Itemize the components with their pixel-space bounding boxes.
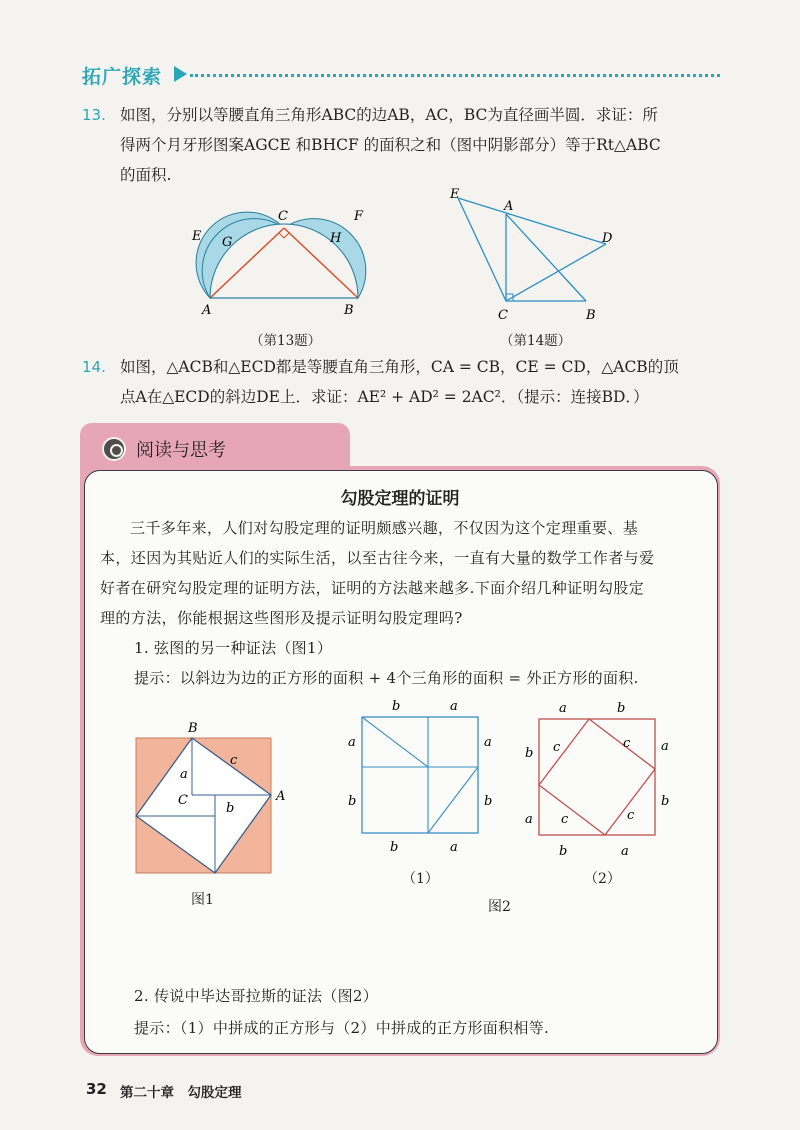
fig1-label-c: c <box>230 753 238 768</box>
fig1-label-a-vertex: A <box>276 789 286 804</box>
label-a: A <box>202 303 212 318</box>
problem-13 <box>82 100 722 192</box>
paragraph-line: 好者在研究勾股定理的证明方法，证明的方法越来越多.下面介绍几种证明勾股定 <box>100 579 645 597</box>
reading-paragraph <box>100 513 654 633</box>
label-c: C <box>278 209 288 224</box>
reading-icon <box>102 437 126 461</box>
paragraph-line: 三千多年来，人们对勾股定理的证明颇感兴趣，不仅因为这个定理重要、基 <box>130 519 639 537</box>
fig2-1-label: a <box>450 699 458 714</box>
fig1-label-b: b <box>226 801 235 816</box>
problem-line: 的面积. <box>120 166 172 184</box>
fig2-1-label: a <box>484 735 492 750</box>
section-arrow-icon <box>174 66 187 82</box>
label-b: B <box>344 303 354 318</box>
problem-line: 如图，△ACB和△ECD都是等腰直角三角形，CA = CB，CE = CD，△ACB的顶 <box>120 358 679 376</box>
tilted-square <box>539 719 655 835</box>
problem-number: 14. <box>82 358 106 376</box>
problem-number: 13. <box>82 106 106 124</box>
fig2-2-label: b <box>661 794 670 809</box>
fig2-2-label-c: c <box>553 740 561 755</box>
paragraph-line: 本，还因为其贴近人们的实际生活，以至古往今来，一直有大量的数学工作者与爱 <box>100 549 655 567</box>
fig2-2-label: b <box>525 746 534 761</box>
fig2-2-label: b <box>559 844 568 859</box>
label-d14: D <box>602 231 613 246</box>
fig2-2-label-c: c <box>627 808 635 823</box>
figure-2-caption: 图2 <box>488 899 511 915</box>
fig2-2-label-c: c <box>561 812 569 827</box>
section-header <box>82 62 722 88</box>
label-f: F <box>354 209 364 224</box>
figure-13-caption: （第13题） <box>250 333 322 349</box>
figure-2-1 <box>340 695 500 860</box>
fig2-1-label: b <box>392 699 401 714</box>
fig2-2-label: a <box>525 812 533 827</box>
reading-tab-title: 阅读与思考 <box>136 440 226 461</box>
item-2-hint: 提示：（1）中拼成的正方形与（2）中拼成的正方形面积相等. <box>134 1019 550 1037</box>
problem-text <box>120 100 661 190</box>
label-b14: B <box>586 308 596 323</box>
fig2-1-label: a <box>450 840 458 855</box>
fig2-2-label: a <box>621 844 629 859</box>
fig2-1-label: b <box>484 794 493 809</box>
fig2-2-label-c: c <box>623 736 631 751</box>
problem-14 <box>82 352 722 414</box>
paragraph-line: 理的方法，你能根据这些图形及提示证明勾股定理吗? <box>100 609 463 627</box>
fig2-1-label: b <box>348 794 357 809</box>
section-title: 拓广探索 <box>82 66 163 88</box>
fig1-label-c-vertex: C <box>178 793 188 808</box>
fig2-2-label: a <box>661 739 669 754</box>
problem-line: 如图，分别以等腰直角三角形ABC的边AB，AC，BC为直径画半圆．求证：所 <box>120 106 658 124</box>
segment-ed <box>458 198 606 244</box>
label-h: H <box>330 231 342 246</box>
fig1-label-b-vertex: B <box>188 721 198 736</box>
item-2-title: 2. 传说中毕达哥拉斯的证法（图2） <box>134 987 379 1005</box>
label-c14: C <box>498 308 508 323</box>
section-divider <box>190 74 720 77</box>
segment-ab14 <box>506 214 586 301</box>
label-e: E <box>192 229 202 244</box>
figure-2-2 <box>515 695 685 860</box>
square-2-2 <box>539 719 655 835</box>
fig2-2-label: b <box>617 701 626 716</box>
item-1-hint: 提示：以斜边为边的正方形的面积 + 4个三角形的面积 = 外正方形的面积. <box>134 669 639 687</box>
segment-cd <box>506 244 606 301</box>
problem-line: 点A在△ECD的斜边DE上．求证：AE² + AD² = 2AC²．（提示：连接BD．） <box>120 388 649 406</box>
figure-1 <box>128 720 288 885</box>
item-1-title: 1. 弦图的另一种证法（图1） <box>134 639 333 657</box>
figure-2-1-caption: （1） <box>402 871 439 887</box>
label-e14: E <box>450 187 460 202</box>
fig1-label-a: a <box>180 767 188 782</box>
label-a14: A <box>504 199 514 214</box>
fig2-2-label: a <box>559 701 567 716</box>
figure-2-2-caption: （2） <box>584 871 621 887</box>
figure-1-caption: 图1 <box>191 892 214 908</box>
segment-ec <box>458 198 506 301</box>
figure-14 <box>446 186 626 326</box>
reading-title: 勾股定理的证明 <box>340 489 460 509</box>
square-2-1 <box>362 717 478 833</box>
page-number: 32 <box>86 1080 107 1098</box>
figure-14-caption: （第14题） <box>500 333 572 349</box>
fig2-1-label: b <box>390 840 399 855</box>
chapter-label: 第二十章 勾股定理 <box>120 1085 242 1101</box>
fig2-1-label: a <box>348 735 356 750</box>
label-g: G <box>222 235 233 250</box>
figure-13 <box>180 198 390 323</box>
problem-line: 得两个月牙形图案AGCE 和BHCF 的面积之和（图中阴影部分）等于Rt△ABC <box>120 136 661 154</box>
problem-text <box>120 352 679 412</box>
